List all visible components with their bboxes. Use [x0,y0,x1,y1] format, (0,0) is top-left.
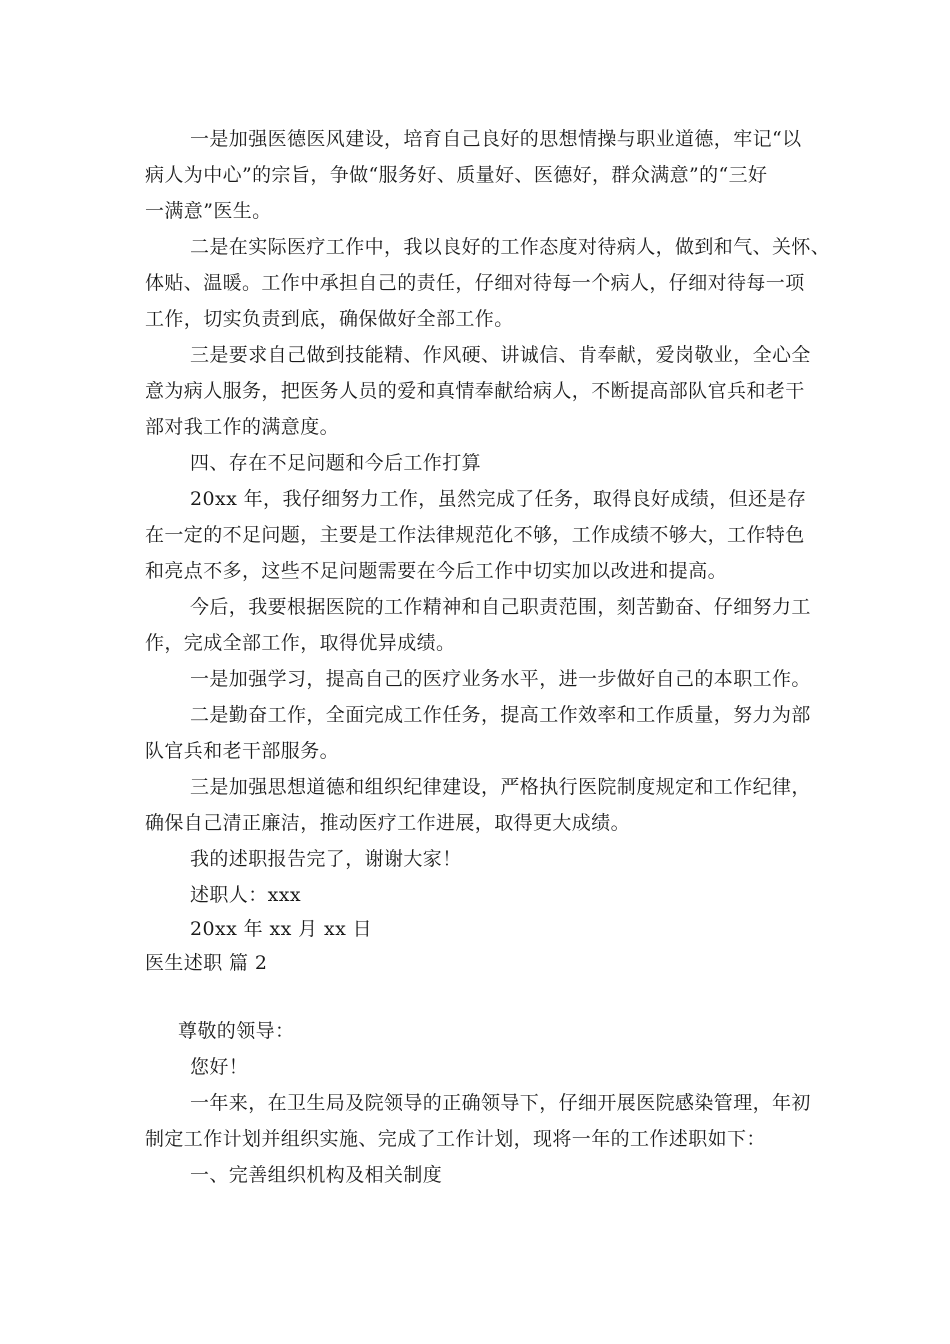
paragraph-line: 作，完成全部工作，取得优异成绩。 [145,632,456,654]
paragraph-line: 体贴、温暖。工作中承担自己的责任，仔细对待每一个病人，仔细对待每一项 [145,272,805,294]
paragraph-line: 确保自己清正廉洁，推动医疗工作进展，取得更大成绩。 [145,812,631,834]
paragraph-line: 一是加强医德医风建设，培育自己良好的思想情操与职业道德，牢记“以 [190,128,802,150]
paragraph-line: 三是加强思想道德和组织纪律建设，严格执行医院制度规定和工作纪律， [190,776,811,798]
paragraph-line: 病人为中心”的宗旨，争做“服务好、质量好、医德好，群众满意”的“三好 [145,164,768,186]
paragraph-line: 工作，切实负责到底，确保做好全部工作。 [145,308,514,330]
greeting: 您好！ [190,1056,249,1078]
date-line: 20xx 年 xx 月 xx 日 [190,918,373,940]
paragraph-line: 三是要求自己做到技能精、作风硬、讲诚信、肯奉献，爱岗敬业，全心全 [190,344,811,366]
paragraph-line: 今后，我要根据医院的工作精神和自己职责范围，刻苦勤奋、仔细努力工 [190,596,811,618]
section-title: 医生述职 篇 2 [145,952,268,974]
section-heading: 四、存在不足问题和今后工作打算 [190,452,482,474]
paragraph-line: 部对我工作的满意度。 [145,416,340,438]
section-heading: 一、完善组织机构及相关制度 [190,1164,443,1186]
paragraph-line: 和亮点不多，这些不足问题需要在今后工作中切实加以改进和提高。 [145,560,728,582]
paragraph-line: 意为病人服务，把医务人员的爱和真情奉献给病人，不断提高部队官兵和老干 [145,380,805,402]
paragraph-line: 制定工作计划并组织实施、完成了工作计划，现将一年的工作述职如下： [145,1128,766,1150]
paragraph-line: 20xx 年，我仔细努力工作，虽然完成了任务，取得良好成绩，但还是存 [190,488,807,510]
salutation: 尊敬的领导： [178,1020,295,1042]
closing-line: 我的述职报告完了，谢谢大家！ [190,848,462,870]
paragraph-line: 二是勤奋工作，全面完成工作任务，提高工作效率和工作质量，努力为部 [190,704,811,726]
paragraph-line: 二是在实际医疗工作中，我以良好的工作态度对待病人，做到和气、关怀、 [190,236,831,258]
reporter-line: 述职人：xxx [190,884,301,906]
paragraph-line: 一是加强学习，提高自己的医疗业务水平，进一步做好自己的本职工作。 [190,668,811,690]
paragraph-line: 一满意”医生。 [145,200,272,222]
paragraph-line: 队官兵和老干部服务。 [145,740,340,762]
paragraph-line: 一年来，在卫生局及院领导的正确领导下，仔细开展医院感染管理，年初 [190,1092,811,1114]
paragraph-line: 在一定的不足问题，主要是工作法律规范化不够，工作成绩不够大，工作特色 [145,524,805,546]
